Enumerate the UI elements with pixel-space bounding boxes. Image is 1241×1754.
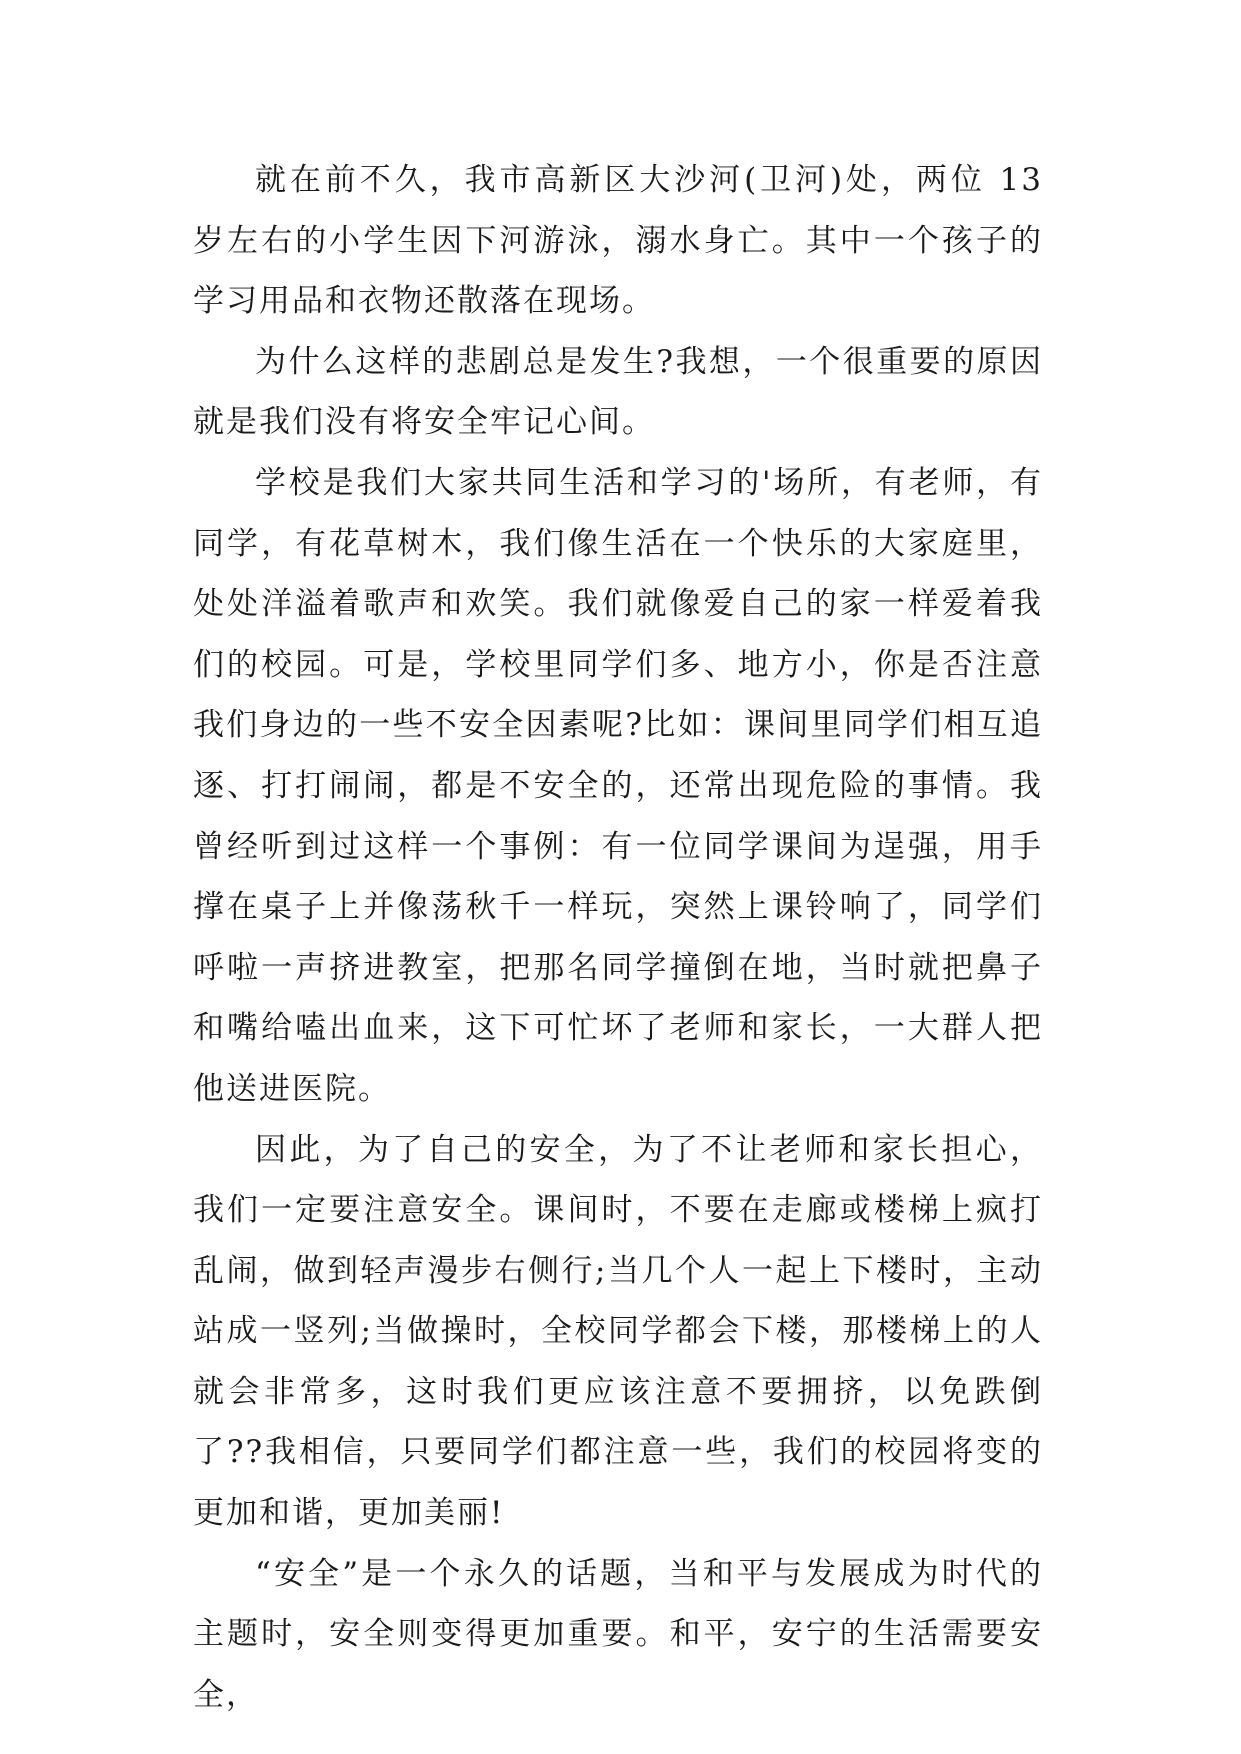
paragraph-1: 就在前不久，我市高新区大沙河(卫河)处，两位 13 岁左右的小学生因下河游泳，溺水身亡。其中一个孩子的学习用品和衣物还散落在现场。 — [193, 162, 1043, 320]
paragraph-4: 因此，为了自己的安全，为了不让老师和家长担心，我们一定要注意安全。课间时，不要在走廊或楼梯上疯打乱闹，做到轻声漫步右侧行;当几个人一起上下楼时，主动站成一竖列;当做操时，全校同学都会下楼，那楼梯上的人就会非常多，这时我们更应该注意不要拥挤，以免跌倒了??我相信，只要同学们都注意一些，我们的校园将变的更加和谐，更加美丽! — [193, 1131, 1043, 1532]
paragraph-3: 学校是我们大家共同生活和学习的'场所，有老师，有同学，有花草树木，我们像生活在一个快乐的大家庭里，处处洋溢着歌声和欢笑。我们就像爱自己的家一样爱着我们的校园。可是，学校里同学们多、地方小，你是否注意我们身边的一些不安全因素呢?比如：课间里同学们相互追逐、打打闹闹，都是不安全的，还常出现危险的事情。我曾经听到过这样一个事例：有一位同学课间为逞强，用手撑在桌子上并像荡秋千一样玩，突然上课铃响了，同学们呼啦一声挤进教室，把那名同学撞倒在地，当时就把鼻子和嘴给嗑出血来，这下可忙坏了老师和家长，一大群人把他送进医院。 — [193, 464, 1043, 1107]
paragraph-5: “安全”是一个永久的话题，当和平与发展成为时代的主题时，安全则变得更加重要。和平，安宁的生活需要安全， — [193, 1555, 1043, 1713]
document-body — [193, 150, 1043, 1725]
paragraph-2: 为什么这样的悲剧总是发生?我想，一个很重要的原因就是我们没有将安全牢记心间。 — [193, 343, 1043, 441]
